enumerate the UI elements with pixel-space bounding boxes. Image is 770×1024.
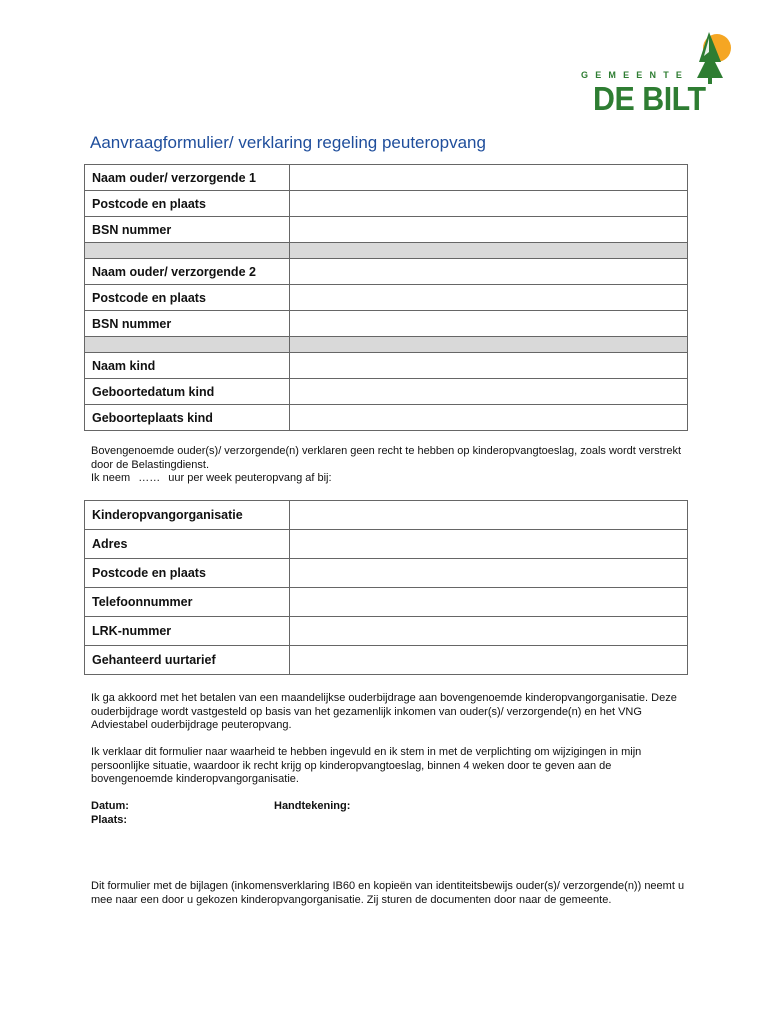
table-row xyxy=(85,217,688,243)
child-birthdate-input[interactable] xyxy=(290,379,688,405)
field-label: Postcode en plaats xyxy=(85,191,290,217)
statement-paragraph xyxy=(91,445,691,486)
separator-row xyxy=(85,337,688,353)
field-label: Gehanteerd uurtarief xyxy=(85,646,290,675)
organisation-lrk-input[interactable] xyxy=(290,617,688,646)
field-label: BSN nummer xyxy=(85,311,290,337)
place-label: Plaats: xyxy=(91,814,128,826)
table-row xyxy=(85,259,688,285)
parent-child-table xyxy=(84,164,688,431)
table-row xyxy=(85,559,688,588)
tree-sun-icon xyxy=(693,32,739,84)
logo-de-bilt-text: DE BILT xyxy=(593,80,706,117)
parent2-bsn-input[interactable] xyxy=(290,311,688,337)
table-row xyxy=(85,588,688,617)
field-label: Naam ouder/ verzorgende 1 xyxy=(85,165,290,191)
parent1-bsn-input[interactable] xyxy=(290,217,688,243)
page-title: Aanvraagformulier/ verklaring regeling peuteropvang xyxy=(90,133,486,152)
statement-prefix: Ik neem xyxy=(91,472,131,484)
signature-label: Handtekening: xyxy=(274,800,351,812)
table-row xyxy=(85,530,688,559)
field-label: Postcode en plaats xyxy=(85,285,290,311)
footer-paragraph: Dit formulier met de bijlagen (inkomensverklaring IB60 en kopieën van identiteitsbewijs ouder(s)/ verzorgende(n)) neemt u mee naar een door u gekozen kinderopvangorganisatie. Zij sturen de documenten door naar de gemeente. xyxy=(91,880,685,906)
table-row xyxy=(85,285,688,311)
field-label: LRK-nummer xyxy=(85,617,290,646)
organisation-name-input[interactable] xyxy=(290,501,688,530)
logo-gemeente-text: GEMEENTE xyxy=(581,70,690,80)
field-label: BSN nummer xyxy=(85,217,290,243)
field-label: Kinderopvangorganisatie xyxy=(85,501,290,530)
table-row xyxy=(85,501,688,530)
field-label: Adres xyxy=(85,530,290,559)
table-row xyxy=(85,191,688,217)
organisation-table xyxy=(84,500,688,675)
field-label: Postcode en plaats xyxy=(85,559,290,588)
table-row xyxy=(85,646,688,675)
organisation-rate-input[interactable] xyxy=(290,646,688,675)
agreement-paragraph: Ik ga akkoord met het betalen van een maandelijkse ouderbijdrage aan bovengenoemde kinderopvangorganisatie. Deze ouderbijdrage wordt vastgesteld op basis van het gezamenlijk inkomen van ouder(s)/ verzorgende(n) en het VNG Adviestabel ouderbijdrage peuteropvang. xyxy=(91,692,677,731)
date-label: Datum: xyxy=(91,800,129,812)
parent1-name-input[interactable] xyxy=(290,165,688,191)
table-row xyxy=(85,617,688,646)
parent1-postcode-input[interactable] xyxy=(290,191,688,217)
field-label: Telefoonnummer xyxy=(85,588,290,617)
field-label: Geboortedatum kind xyxy=(85,379,290,405)
declaration-paragraph: Ik verklaar dit formulier naar waarheid te hebben ingevuld en ik stem in met de verplichting om wijzigingen in mijn persoonlijke situatie, waardoor ik recht krijg op kinderopvangtoeslag, binnen 4 weken door te geven aan de bovengenoemde kinderopvangorganisatie. xyxy=(91,746,642,785)
child-birthplace-input[interactable] xyxy=(290,405,688,431)
table-row xyxy=(85,311,688,337)
organisation-postcode-input[interactable] xyxy=(290,559,688,588)
table-row xyxy=(85,165,688,191)
child-name-input[interactable] xyxy=(290,353,688,379)
table-row xyxy=(85,353,688,379)
organisation-phone-input[interactable] xyxy=(290,588,688,617)
field-label: Naam kind xyxy=(85,353,290,379)
statement-suffix: uur per week peuteropvang af bij: xyxy=(168,472,332,484)
municipality-logo xyxy=(575,30,740,120)
statement-text: Bovengenoemde ouder(s)/ verzorgende(n) verklaren geen recht te hebben op kinderopvangtoeslag, zoals wordt verstrekt door de Belastingdienst. xyxy=(91,445,682,471)
field-label: Naam ouder/ verzorgende 2 xyxy=(85,259,290,285)
parent2-postcode-input[interactable] xyxy=(290,285,688,311)
field-label: Geboorteplaats kind xyxy=(85,405,290,431)
hours-per-week-field[interactable]: …… xyxy=(138,472,161,484)
parent2-name-input[interactable] xyxy=(290,259,688,285)
separator-row xyxy=(85,243,688,259)
table-row xyxy=(85,379,688,405)
table-row xyxy=(85,405,688,431)
organisation-address-input[interactable] xyxy=(290,530,688,559)
